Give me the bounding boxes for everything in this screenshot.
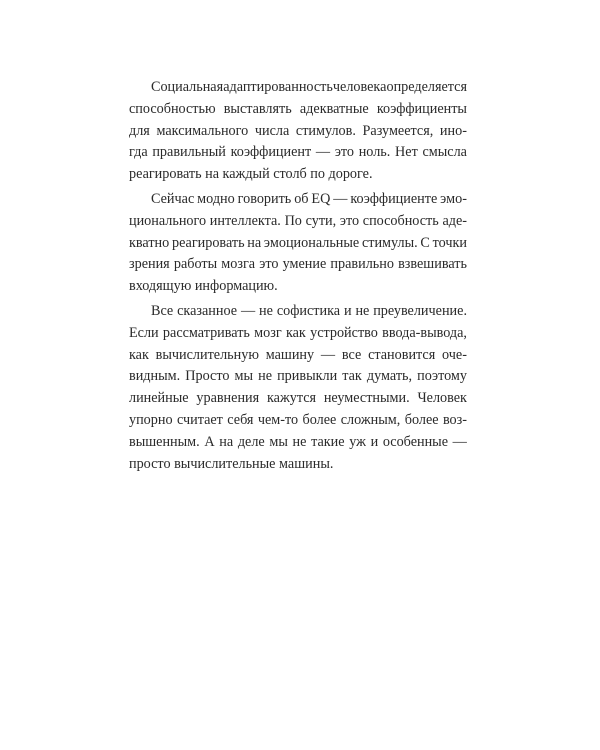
text-line: как вычислительную машину — все становится оче- <box>129 346 467 363</box>
text-line: ционального интеллекта. По сути, это способность аде- <box>129 212 467 229</box>
body-text <box>129 77 467 478</box>
paragraph-1 <box>129 77 467 186</box>
text-line: Все сказанное — не софистика и не преувеличение. <box>151 302 467 319</box>
text-line: зрения работы мозга это умение правильно взвешивать <box>129 256 467 273</box>
text-line: гда правильный коэффициент — это ноль. Нет смысла <box>129 144 467 161</box>
text-line: Социальная адаптированность человека определяется <box>151 79 467 95</box>
text-line: способностью выставлять адекватные коэффициенты <box>129 100 467 117</box>
text-line: кватно реагировать на эмоциональные стимулы. С точки <box>129 234 467 251</box>
text-line: видным. Просто мы не привыкли так думать, поэтому <box>129 368 467 385</box>
text-line: Сейчас модно говорить об EQ — коэффициенте эмо- <box>151 190 467 207</box>
text-line: входящую информацию. <box>129 278 278 295</box>
paragraph-3 <box>129 301 467 475</box>
text-line: реагировать на каждый столб по дороге. <box>129 166 373 183</box>
text-line: Если рассматривать мозг как устройство ввода-вывода, <box>129 324 467 341</box>
text-line: линейные уравнения кажутся неуместными. Человек <box>129 390 467 407</box>
text-line: упорно считает себя чем-то более сложным, более воз- <box>129 411 467 428</box>
paragraph-2 <box>129 189 467 298</box>
text-line: для максимального числа стимулов. Разумеется, ино- <box>129 122 467 139</box>
text-line: просто вычислительные машины. <box>129 455 334 472</box>
text-line: вышенным. А на деле мы не такие уж и особенные — <box>129 433 467 450</box>
